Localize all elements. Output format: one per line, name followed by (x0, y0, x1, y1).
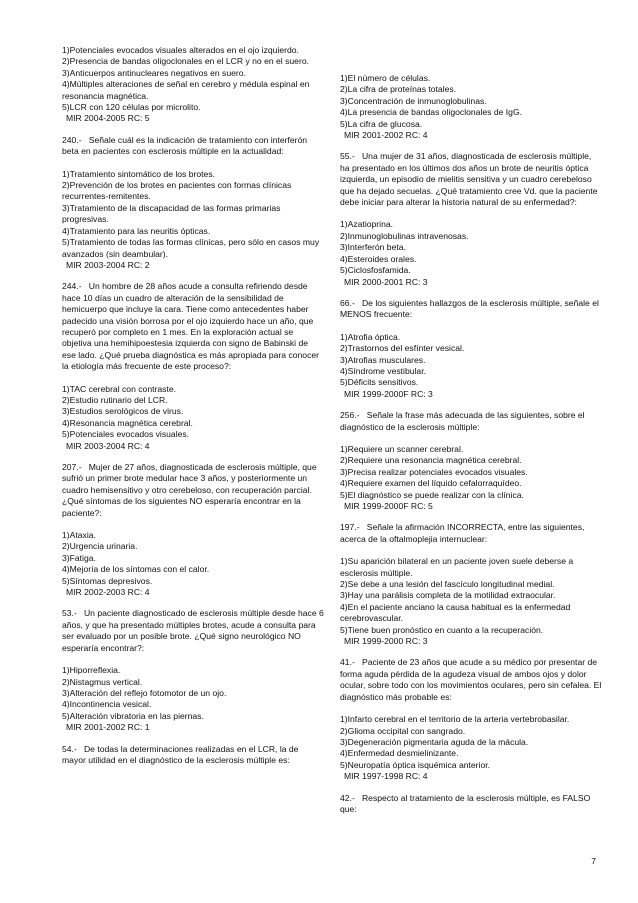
answer-option: 1)El número de células. (340, 73, 431, 83)
answer-option: 4)Resonancia magnética cerebral. (62, 417, 193, 428)
question-block (340, 73, 602, 141)
exam-reference: MIR 2000-2001 RC: 3 (344, 276, 428, 287)
answer-option: 5)Déficits sensitivos. (340, 377, 419, 388)
exam-reference: MIR 1997-1998 RC: 4 (344, 771, 428, 782)
question-block (340, 298, 602, 400)
exam-reference: MIR 2003-2004 RC: 2 (66, 259, 150, 270)
answer-option: 4)La presencia de bandas oligoclonales de IgG. (340, 107, 523, 118)
answer-option: 2)Requiere una resonancia magnética cerebral. (340, 455, 522, 466)
answer-option: 4)Requiere examen del líquido cefalorraquídeo. (340, 478, 522, 489)
spacer (340, 208, 602, 219)
answer-option: 3)Atrofias musculares. (340, 354, 426, 365)
answer-option: 2)Nistagmus vertical. (62, 676, 143, 687)
exam-reference: MIR 1999-2000 RC: 3 (344, 636, 428, 647)
spacer (62, 519, 324, 530)
answer-option: 3)Precisa realizar potenciales evocados visuales. (340, 466, 528, 477)
answer-option: 4)Enfermedad desmielinizante. (340, 748, 459, 759)
answer-option: 2)Trastornos del esfínter vesical. (340, 343, 465, 354)
answer-option: 5)Ciclosfosfamida. (340, 265, 411, 276)
answer-option: 2)Se debe a una lesión del fascículo longitudinal medial. (340, 579, 555, 590)
question-block (62, 608, 327, 733)
question-block (340, 793, 602, 816)
question-block (62, 135, 324, 271)
answer-option: 5)Alteración vibratoria en las piernas. (62, 710, 204, 721)
answer-option: 1)Su aparición bilateral en un paciente joven suele deberse a esclerosis múltiple. (340, 556, 576, 578)
answer-option: 1)Hiporreflexia. (62, 665, 121, 676)
answer-option: 4)Múltiples alteraciones de señal en cerebro y médula espinal en resonancia magnética. (62, 79, 312, 101)
answer-option: 2)Glioma occipital con sangrado. (340, 725, 466, 736)
answer-option: 2)Prevención de los brotes en pacientes con formas clínicas recurrentes-remitentes. (62, 180, 294, 202)
question-block (340, 151, 602, 287)
spacer (340, 545, 602, 556)
answer-option: 4)Esteroides orales. (340, 253, 417, 264)
answer-option: 5)Neuropatía óptica isquémica anterior. (340, 759, 490, 770)
exam-reference: MIR 1999-2000F RC: 5 (344, 501, 433, 511)
spacer (340, 321, 602, 332)
answer-option: 4)Tratamiento para las neuritis ópticas. (62, 225, 211, 236)
answer-option: 3)Anticuerpos antinucleares negativos en suero. (62, 67, 246, 78)
answer-option: 5)La cifra de glucosa. (340, 118, 423, 129)
exam-reference: MIR 2001-2002 RC: 1 (66, 722, 150, 733)
exam-reference: MIR 2003-2004 RC: 4 (66, 440, 150, 451)
answer-option: 3)Tratamiento de la discapacidad de las formas primarias progresivas. (62, 202, 283, 225)
question-text: 207.- Mujer de 27 años, diagnosticada de esclerosis múltiple, que sufrió un primer brote medular hace 3 años, y posteriormente un cuadro hemisensitivo y otro cerebeloso, con recuperación parcial. ¿Qué síntomas de los siguientes NO esperaría encontrar en la paciente?: (62, 462, 320, 518)
answer-option: 3)Fatiga. (62, 552, 96, 563)
exam-reference: MIR 2004-2005 RC: 5 (66, 113, 150, 124)
page-number: 7 (591, 856, 596, 866)
answer-option: 2)La cifra de proteínas totales. (340, 84, 457, 95)
answer-option: 3)Interferón beta. (340, 242, 406, 253)
question-text: 256.- Señale la frase más adecuada de las siguientes, sobre el diagnóstico de la esclerosis múltiple: (340, 410, 587, 432)
answer-option: 3)Estudios serológicos de virus. (62, 406, 184, 417)
answer-option: 3)Concentración de inmunoglobulinas. (340, 95, 487, 106)
exam-reference: MIR 1999-2000F RC: 3 (344, 388, 433, 399)
answer-option: 2)Estudio rutinario del LCR. (62, 394, 168, 405)
right-column (340, 73, 602, 825)
question-block (340, 657, 602, 782)
answer-option: 3)Alteración del reflejo fotomotor de un ojo. (62, 687, 227, 698)
question-text: 197.- Señale la afirmación INCORRECTA, entre las siguientes, acerca de la oftalmoplejia internuclear: (340, 522, 587, 544)
question-text: 54.- De todas la determinaciones realizadas en el LCR, la de mayor utilidad en el diagnóstico de la esclerosis múltiple es: (62, 743, 301, 765)
answer-option: 5)Potenciales evocados visuales. (62, 429, 190, 440)
answer-option: 1)Requiere un scanner cerebral. (340, 443, 464, 454)
spacer (340, 703, 602, 714)
spacer (62, 158, 324, 169)
question-text: 66.- De los siguientes hallazgos de la esclerosis múltiple, señale el MENOS frecuente: (340, 297, 602, 320)
question-text: 41.- Paciente de 23 años que acude a su médico por presentar de forma aguda pérdida de la agudeza visual de ambos ojos y dolor ocular, sobre todo con los movimientos oculares, pero sin cefalea. El diagnóstico más probable es: (340, 657, 604, 702)
question-text: 240.- Señale cuál es la indicación de tratamiento con interferón beta en pacientes con esclerosis múltiple en la actualidad: (62, 134, 310, 157)
question-text: 53.- Un paciente diagnosticado de esclerosis múltiple desde hace 6 años, y que ha presentado múltiples brotes, acude a consulta para ser evaluado por un posible brote. ¿Qué signo neurológico NO esperaría encontrar?: (62, 608, 327, 653)
question-block (62, 45, 324, 125)
question-text: 244.- Un hombre de 28 años acude a consulta refiriendo desde hace 10 días un cuadro de alteración de la sensibilidad de hemicuerpo que incluye la cara. Tiene como antecedentes haber padecido una visión borrosa por el ojo izquierdo hace un año, que recuperó por completo en 1 mes. En la exploración actual se objetiva una hemihipoestesia izquierda con signo de Babinski de ese lado. ¿Qué prueba diagnóstica es más apropiada para conocer la etiología más frecuente de este proceso?: (62, 281, 322, 372)
answer-option: 2)Inmunoglobulinas intravenosas. (340, 230, 469, 241)
answer-option: 4)Mejoría de los síntomas con el calor. (62, 564, 210, 575)
answer-option: 2)Presencia de bandas oligoclonales en el LCR y no en el suero. (62, 56, 309, 67)
answer-option: 1)Potenciales evocados visuales alterados en el ojo izquierdo. (62, 45, 299, 55)
answer-option: 1)Tratamiento sintomático de los brotes. (62, 168, 216, 179)
question-block (340, 410, 602, 512)
answer-option: 5)El diagnóstico se puede realizar con la clínica. (340, 489, 524, 500)
answer-option: 1)Ataxia. (62, 530, 96, 541)
left-column (62, 45, 327, 776)
answer-option: 2)Urgencia urinaria. (62, 541, 138, 552)
answer-option: 1)TAC cerebral con contraste. (62, 383, 176, 394)
exam-reference: MIR 2002-2003 RC: 4 (66, 587, 150, 598)
question-block (340, 522, 602, 647)
question-block (62, 462, 324, 598)
question-block (62, 281, 324, 452)
exam-reference: MIR 2001-2002 RC: 4 (344, 130, 428, 141)
answer-option: 4)Síndrome vestibular. (340, 365, 426, 376)
question-text: 42.- Respecto al tratamiento de la esclerosis múltiple, es FALSO que: (340, 792, 593, 814)
answer-option: 5)LCR con 120 células por microlito. (62, 102, 201, 113)
spacer (62, 373, 324, 384)
answer-option: 1)Azatioprina. (340, 219, 394, 230)
answer-option: 4)En el paciente anciano la causa habitual es la enfermedad cerebrovascular. (340, 601, 573, 624)
spacer (340, 433, 602, 444)
answer-option: 5)Síntomas depresivos. (62, 575, 153, 586)
spacer (62, 654, 324, 665)
answer-option: 5)Tratamiento de todas las formas clínicas, pero sólo en casos muy avanzados (sin deambular). (62, 237, 322, 259)
answer-option: 5)Tiene buen pronóstico en cuanto a la recuperación. (340, 624, 544, 635)
answer-option: 3)Degeneración pigmentaria aguda de la mácula. (340, 736, 529, 747)
answer-option: 3)Hay una parálisis completa de la motilidad extraocular. (340, 590, 556, 601)
answer-option: 1)Infarto cerebral en el territorio de la arteria vertebrobasilar. (340, 714, 570, 725)
question-text: 55.- Una mujer de 31 años, diagnosticada de esclerosis múltiple, ha presentado en los últimos dos años un brote de neuritis óptica izquierda, un episodio de mielitis sensitiva y un cuadro cerebeloso que ha dejado secuelas. ¿Qué tratamiento cree Vd. que la paciente debe iniciar para alterar la historia natural de su enfermedad?: (340, 151, 600, 208)
answer-option: 1)Atrofia óptica. (340, 331, 401, 342)
question-block (62, 744, 324, 767)
answer-option: 4)Incontinencia vesical. (62, 699, 152, 710)
